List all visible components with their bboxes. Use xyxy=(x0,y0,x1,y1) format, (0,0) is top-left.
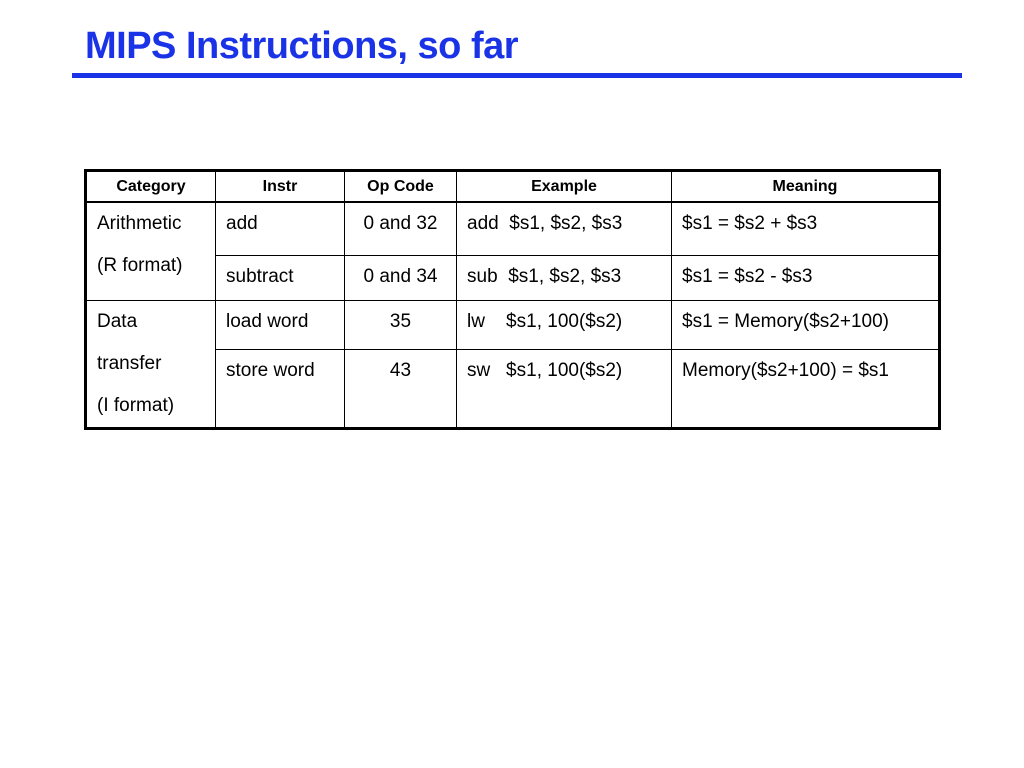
instr-cell: add xyxy=(216,202,345,256)
category-cell xyxy=(86,202,216,301)
category-line: Arithmetic xyxy=(97,213,182,234)
meaning-cell: $s1 = $s2 - $s3 xyxy=(672,256,940,301)
category-line: (R format) xyxy=(97,255,183,276)
example-cell: sw $s1, 100($s2) xyxy=(457,350,672,429)
example-cell: lw $s1, 100($s2) xyxy=(457,301,672,350)
category-line: transfer xyxy=(97,353,162,374)
header-category: Category xyxy=(86,171,216,203)
mips-instructions-table xyxy=(84,169,941,430)
category-line: Data xyxy=(97,311,138,332)
category-cell xyxy=(86,301,216,429)
meaning-cell: $s1 = Memory($s2+100) xyxy=(672,301,940,350)
instr-cell: subtract xyxy=(216,256,345,301)
opcode-cell: 43 xyxy=(345,350,457,429)
example-cell: add $s1, $s2, $s3 xyxy=(457,202,672,256)
example-cell: sub $s1, $s2, $s3 xyxy=(457,256,672,301)
meaning-cell: $s1 = $s2 + $s3 xyxy=(672,202,940,256)
opcode-cell: 0 and 34 xyxy=(345,256,457,301)
header-instr: Instr xyxy=(216,171,345,203)
instr-cell: store word xyxy=(216,350,345,429)
title-underline xyxy=(72,73,962,78)
instr-cell: load word xyxy=(216,301,345,350)
meaning-cell: Memory($s2+100) = $s1 xyxy=(672,350,940,429)
table-row xyxy=(86,202,940,256)
opcode-cell: 0 and 32 xyxy=(345,202,457,256)
category-line: (I format) xyxy=(97,395,175,416)
table-row xyxy=(86,301,940,350)
header-example: Example xyxy=(457,171,672,203)
header-meaning: Meaning xyxy=(672,171,940,203)
opcode-cell: 35 xyxy=(345,301,457,350)
slide-title: MIPS Instructions, so far xyxy=(85,25,519,67)
header-opcode: Op Code xyxy=(345,171,457,203)
table-header-row xyxy=(86,171,940,203)
